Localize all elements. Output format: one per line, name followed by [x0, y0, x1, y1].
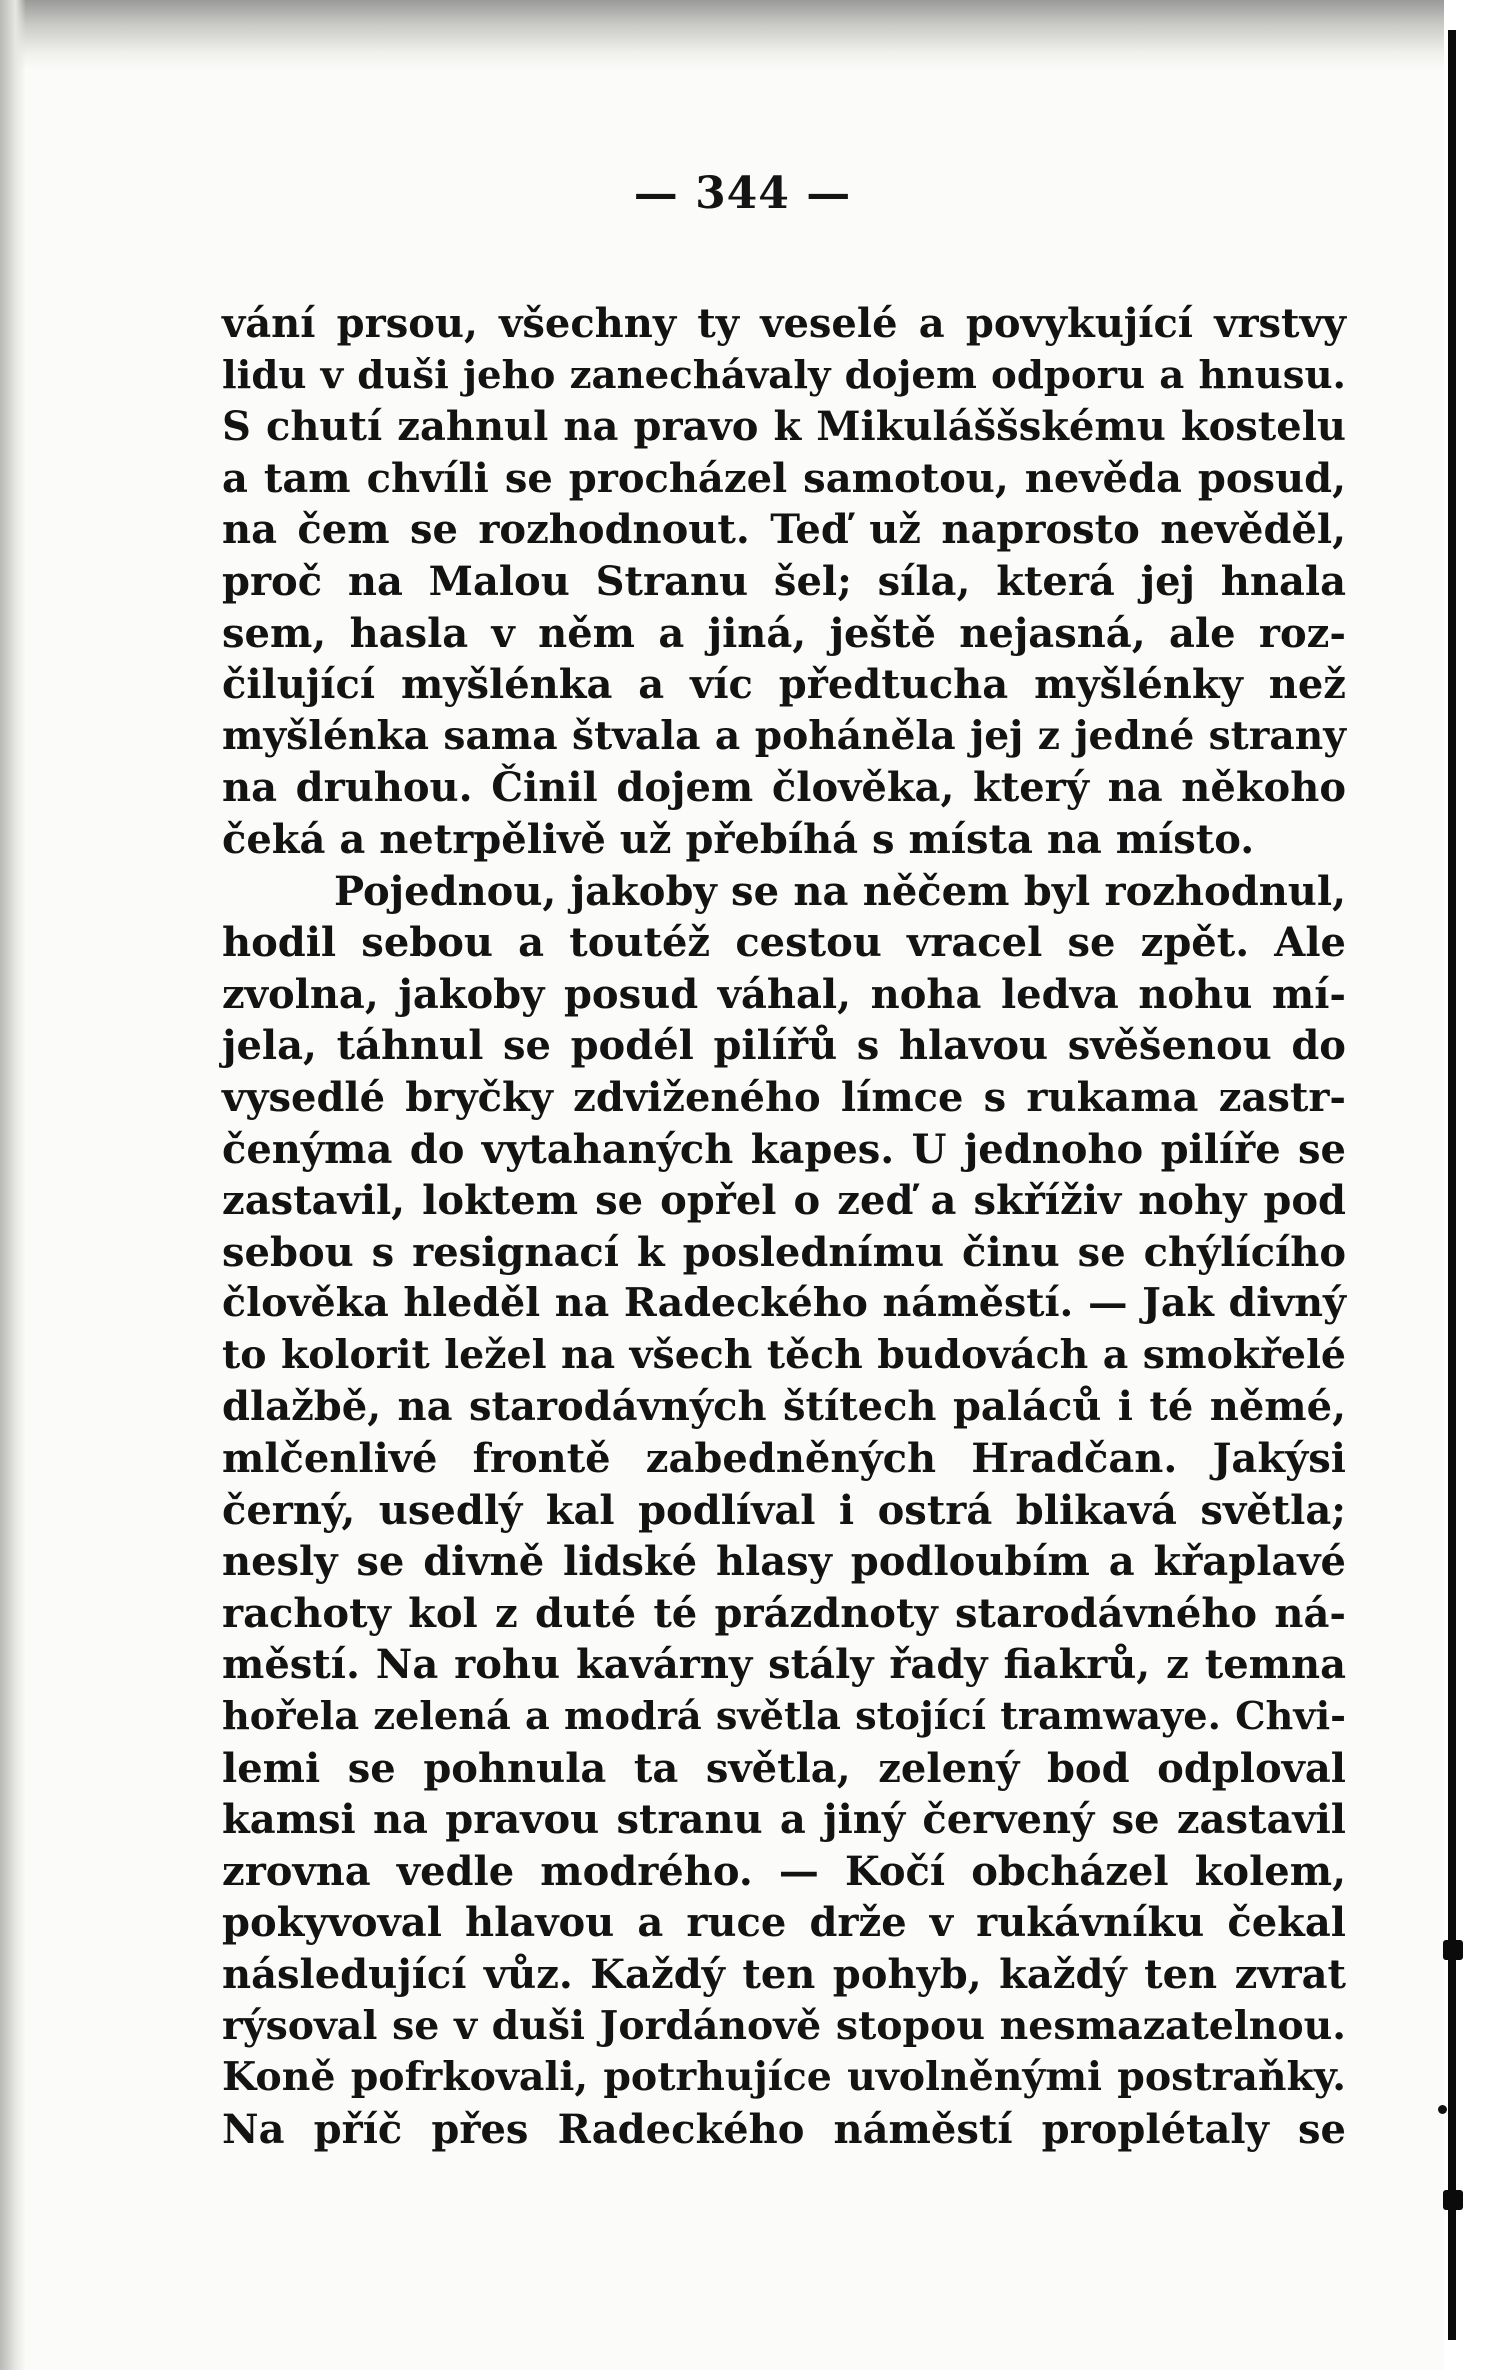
text-line: člověka hleděl na Radeckého náměstí. — Jak divný [222, 1280, 1346, 1327]
text-line: Na příč přes Radeckého náměstí proplétaly se [222, 2105, 1346, 2153]
binding-edge-rule [1448, 30, 1456, 2340]
text-line: na čem se rozhodnout. Teď už naprosto nevěděl, [222, 506, 1346, 554]
text-line: mlčenlivé frontě zabedněných Hradčan. Jakýsi [222, 1435, 1346, 1483]
text-line-paragraph-start: Pojednou, jakoby se na něčem byl rozhodnul, [334, 867, 1346, 915]
text-line: proč na Malou Stranu šel; síla, která jej hnala [222, 557, 1346, 605]
text-line: hořela zelená a modrá světla stojící tramwaye. Chvi- [222, 1694, 1346, 1740]
text-line: vání prsou, všechny ty veselé a povykující vrstvy [222, 300, 1346, 347]
text-line: jela, táhnul se podél pilířů s hlavou svěšenou do [222, 1022, 1346, 1070]
page-left-edge-shadow [0, 0, 26, 2370]
page-top-edge-shadow [0, 0, 1485, 70]
text-line: zvolna, jakoby posud váhal, noha ledva nohu mí- [222, 970, 1346, 1018]
text-line: vysedlé bryčky zdviženého límce s rukama zastr- [222, 1073, 1346, 1121]
text-line: myšlénka sama štvala a poháněla jej z jedné strany [222, 712, 1346, 759]
text-line: sebou s resignací k poslednímu činu se chýlícího [222, 1228, 1346, 1276]
text-line: čilující myšlénka a víc předtucha myšlénky než [222, 661, 1346, 709]
text-line: to kolorit ležel na všech těch budovách a smokřelé [222, 1331, 1346, 1378]
text-line: zrovna vedle modrého. — Kočí obcházel kolem, [222, 1847, 1346, 1895]
text-line: lemi se pohnula ta světla, zelený bod odploval [222, 1744, 1346, 1792]
text-line: a tam chvíli se procházel samotou, nevěda posud, [222, 454, 1346, 502]
binding-clip-mark [1443, 2190, 1463, 2210]
text-line: lidu v duši jeho zanechávaly dojem odporu a hnusu. [222, 352, 1346, 398]
text-line: čeká a netrpělivě už přebíhá s místa na místo. [222, 815, 1255, 863]
text-line: černý, usedlý kal podlíval i ostrá blikavá světla; [222, 1486, 1346, 1534]
text-line: dlažbě, na starodávných štítech paláců i té němé, [222, 1383, 1346, 1431]
text-line: sem, hasla v něm a jiná, ještě nejasná, ale roz- [222, 609, 1346, 657]
text-line: rýsoval se v duši Jordánově stopou nesmazatelnou. [222, 2002, 1346, 2049]
text-line: Koně pofrkovali, potrhujíce uvolněnými postraňky. [222, 2054, 1346, 2101]
page-number: — 344 — [633, 168, 852, 219]
text-line: čenýma do vytahaných kapes. U jednoho pilíře se [222, 1125, 1346, 1173]
text-line: pokyvoval hlavou a ruce drže v rukávníku čekal [222, 1899, 1346, 1947]
text-line: kamsi na pravou stranu a jiný červený se zastavil [222, 1796, 1346, 1844]
binding-dot-mark [1438, 2105, 1447, 2114]
text-line: na druhou. Činil dojem člověka, který na někoho [222, 764, 1346, 812]
text-line: nesly se divně lidské hlasy podloubím a křaplavé [222, 1538, 1346, 1586]
binding-clip-mark [1443, 1940, 1463, 1960]
text-line: zastavil, loktem se opřel o zeď a skříživ nohy pod [222, 1177, 1346, 1225]
text-line: rachoty kol z duté té prázdnoty starodávného ná- [222, 1589, 1346, 1637]
text-line: následující vůz. Každý ten pohyb, každý ten zvrat [222, 1951, 1346, 1998]
text-line: hodil sebou a toutéž cestou vracel se zpět. Ale [222, 919, 1346, 967]
body-text [222, 298, 1346, 2155]
text-line: městí. Na rohu kavárny stály řady fiakrů, z temna [222, 1641, 1346, 1689]
text-line: S chutí zahnul na pravo k Mikuláššskému kostelu [222, 403, 1346, 451]
